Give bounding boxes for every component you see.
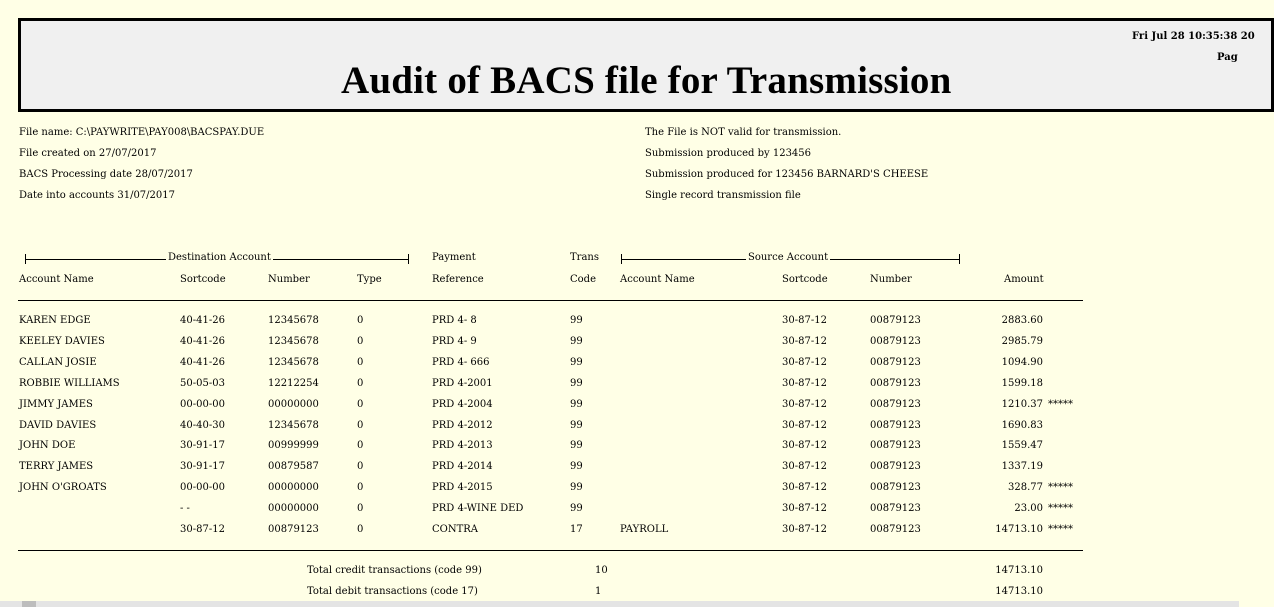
source-account-group: Source Account [748,252,829,263]
cell-account-name: JOHN O'GROATS [19,482,107,493]
cell-reference: PRD 4- 9 [432,336,477,347]
cell-sortcode: 40-41-26 [180,357,225,368]
cell-source-sortcode: 30-87-12 [782,524,827,535]
source-range-right-cap [959,254,960,264]
bacs-processing-date: BACS Processing date 28/07/2017 [19,169,193,180]
cell-source-sortcode: 30-87-12 [782,357,827,368]
cell-number: 12345678 [268,420,319,431]
cell-amount: 1599.18 [1001,378,1043,389]
cell-source-sortcode: 30-87-12 [782,378,827,389]
date-into-accounts: Date into accounts 31/07/2017 [19,190,175,201]
total-credit-count: 10 [595,565,608,576]
header-divider [18,300,1083,301]
file-created-date: File created on 27/07/2017 [19,148,157,159]
cell-source-number: 00879123 [870,378,921,389]
col-source-number: Number [870,274,912,285]
cell-account-name: JIMMY JAMES [19,399,93,410]
cell-type: 0 [357,420,364,431]
report-datetime: Fri Jul 28 10:35:38 20 [1132,31,1255,42]
cell-reference: PRD 4-2014 [432,461,493,472]
cell-source-number: 00879123 [870,440,921,451]
cell-type: 0 [357,357,364,368]
cell-code: 99 [570,357,583,368]
cell-flag: ***** [1048,399,1073,410]
cell-flag: ***** [1048,503,1073,514]
cell-number: 12345678 [268,336,319,347]
cell-source-account-name: PAYROLL [620,524,669,535]
cell-number: 12345678 [268,357,319,368]
cell-amount: 1210.37 [1001,399,1043,410]
cell-code: 99 [570,315,583,326]
col-source-account-name: Account Name [620,274,695,285]
cell-type: 0 [357,315,364,326]
cell-type: 0 [357,336,364,347]
col-source-sortcode: Sortcode [782,274,828,285]
cell-amount: 1559.47 [1001,440,1043,451]
validity-status: The File is NOT valid for transmission. [645,127,842,138]
cell-reference: PRD 4-2013 [432,440,493,451]
cell-amount: 2985.79 [1001,336,1043,347]
cell-source-number: 00879123 [870,399,921,410]
horizontal-scrollbar[interactable] [0,601,1239,607]
cell-number: 12212254 [268,378,319,389]
cell-number: 00879123 [268,524,319,535]
cell-account-name: KAREN EDGE [19,315,91,326]
cell-source-number: 00879123 [870,524,921,535]
cell-account-name: ROBBIE WILLIAMS [19,378,120,389]
cell-account-name: JOHN DOE [19,440,76,451]
cell-reference: PRD 4- 666 [432,357,490,368]
total-debit-count: 1 [595,586,602,597]
cell-source-sortcode: 30-87-12 [782,482,827,493]
cell-source-number: 00879123 [870,503,921,514]
cell-sortcode: 50-05-03 [180,378,225,389]
cell-sortcode: 40-40-30 [180,420,225,431]
cell-code: 99 [570,336,583,347]
destination-account-group: Destination Account [168,252,271,263]
cell-source-sortcode: 30-87-12 [782,420,827,431]
cell-account-name: CALLAN JOSIE [19,357,97,368]
cell-sortcode: 30-91-17 [180,440,225,451]
cell-account-name: KEELEY DAVIES [19,336,105,347]
page-number-label: Pag [1217,52,1238,63]
cell-flag: ***** [1048,482,1073,493]
cell-code: 99 [570,503,583,514]
cell-amount: 1094.90 [1001,357,1043,368]
cell-number: 12345678 [268,315,319,326]
cell-sortcode: 00-00-00 [180,482,225,493]
cell-account-name: DAVID DAVIES [19,420,97,431]
cell-amount: 1690.83 [1001,420,1043,431]
col-code: Code [570,274,596,285]
cell-account-name: TERRY JAMES [19,461,94,472]
cell-amount: 328.77 [1008,482,1043,493]
cell-source-sortcode: 30-87-12 [782,503,827,514]
cell-source-sortcode: 30-87-12 [782,440,827,451]
col-type: Type [357,274,382,285]
scrollbar-thumb[interactable] [22,601,36,607]
report-title: Audit of BACS file for Transmission [341,59,952,102]
totals-divider [18,550,1083,551]
cell-source-number: 00879123 [870,315,921,326]
trans-group: Trans [570,252,599,263]
cell-sortcode: 40-41-26 [180,315,225,326]
payment-group: Payment [432,252,476,263]
cell-reference: PRD 4-WINE DED [432,503,524,514]
cell-source-number: 00879123 [870,357,921,368]
cell-sortcode: 30-87-12 [180,524,225,535]
cell-code: 99 [570,399,583,410]
total-debit-label: Total debit transactions (code 17) [307,586,478,597]
col-reference: Reference [432,274,484,285]
cell-source-sortcode: 30-87-12 [782,399,827,410]
cell-amount: 23.00 [1014,503,1043,514]
cell-source-sortcode: 30-87-12 [782,336,827,347]
cell-flag: ***** [1048,524,1073,535]
file-name: File name: C:\PAYWRITE\PAY008\BACSPAY.DUE [19,127,265,138]
cell-sortcode: 30-91-17 [180,461,225,472]
col-account-name: Account Name [19,274,94,285]
cell-source-sortcode: 30-87-12 [782,315,827,326]
cell-reference: PRD 4-2001 [432,378,493,389]
cell-sortcode: 00-00-00 [180,399,225,410]
cell-amount: 2883.60 [1001,315,1043,326]
total-debit-amount: 14713.10 [995,586,1043,597]
cell-reference: CONTRA [432,524,479,535]
cell-type: 0 [357,482,364,493]
total-credit-label: Total credit transactions (code 99) [307,565,482,576]
cell-reference: PRD 4-2015 [432,482,493,493]
col-sortcode: Sortcode [180,274,226,285]
cell-type: 0 [357,461,364,472]
cell-type: 0 [357,440,364,451]
cell-source-number: 00879123 [870,420,921,431]
cell-source-number: 00879123 [870,482,921,493]
cell-code: 17 [570,524,583,535]
cell-type: 0 [357,399,364,410]
cell-code: 99 [570,461,583,472]
col-number: Number [268,274,310,285]
col-amount: Amount [1004,274,1044,285]
cell-number: 00000000 [268,482,319,493]
cell-number: 00999999 [268,440,319,451]
report-header [18,18,1274,112]
cell-source-number: 00879123 [870,461,921,472]
submission-produced-by: Submission produced by 123456 [645,148,812,159]
cell-sortcode: - - [180,503,190,514]
submission-produced-for: Submission produced for 123456 BARNARD'S CHEESE [645,169,929,180]
cell-source-number: 00879123 [870,336,921,347]
cell-reference: PRD 4-2012 [432,420,493,431]
cell-code: 99 [570,420,583,431]
cell-reference: PRD 4- 8 [432,315,477,326]
cell-type: 0 [357,524,364,535]
cell-reference: PRD 4-2004 [432,399,493,410]
total-credit-amount: 14713.10 [995,565,1043,576]
cell-source-sortcode: 30-87-12 [782,461,827,472]
cell-code: 99 [570,482,583,493]
transmission-type: Single record transmission file [645,190,801,201]
cell-sortcode: 40-41-26 [180,336,225,347]
cell-type: 0 [357,503,364,514]
cell-number: 00879587 [268,461,319,472]
cell-code: 99 [570,440,583,451]
cell-amount: 14713.10 [995,524,1043,535]
cell-type: 0 [357,378,364,389]
cell-number: 00000000 [268,503,319,514]
cell-code: 99 [570,378,583,389]
cell-number: 00000000 [268,399,319,410]
cell-amount: 1337.19 [1001,461,1043,472]
destination-range-right-cap [408,254,409,264]
